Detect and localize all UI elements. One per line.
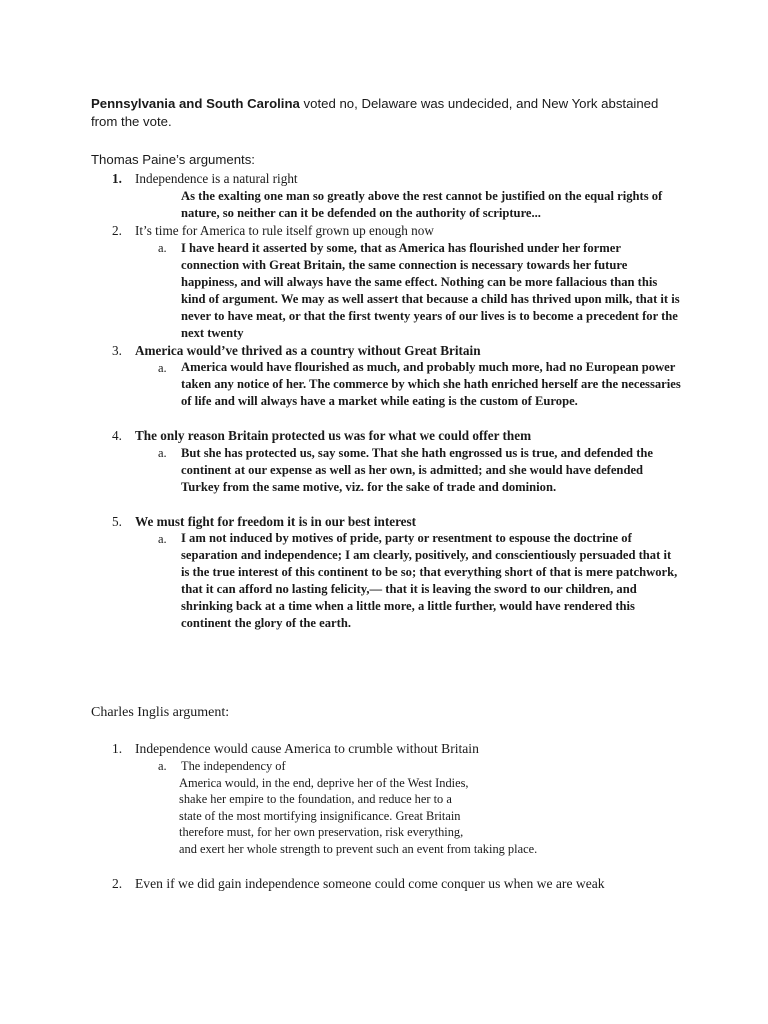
- paine-item-2-number: 2.: [112, 223, 122, 238]
- paine-item-2-letter: a.: [158, 241, 167, 255]
- inglis-item-1-quote: [181, 758, 611, 858]
- inglis-item-1-text: Independence would cause America to crumble without Britain: [135, 741, 479, 756]
- paine-item-1-text: Independence is a natural right: [135, 171, 298, 186]
- paine-item-2-quote: I have heard it asserted by some, that as America has flourished under her former connection with Great Britain, the same connection is necessary towards her future happiness, and will always have the same effect. Nothing can be more fallacious than this kind of argument. We may as well assert that because a child has thrived upon milk, that it is never to have meat, or that the first twenty years of our lives is to become a precedent for the next twenty: [181, 241, 680, 340]
- paine-item-1-number: 1.: [112, 171, 122, 186]
- intro-bold-lead: Pennsylvania and South Carolina: [91, 96, 300, 111]
- paine-item-5-letter: a.: [158, 532, 167, 546]
- inglis-quote-line: state of the most mortifying insignificance. Great Britain: [179, 808, 461, 823]
- paine-item-4-quote: But she has protected us, say some. That she hath engrossed us is true, and defended the continent at our expense as well as her own, is admitted; and she would have defended Turkey from the same motive, viz. for the sake of trade and dominion.: [181, 446, 653, 494]
- paine-item-1-quote: As the exalting one man so greatly above the rest cannot be justified on the equal rights of nature, so neither can it be defended on the authority of scripture...: [181, 189, 663, 220]
- inglis-quote-line: therefore must, for her own preservation, risk everything,: [179, 825, 464, 840]
- paine-item-4-letter: a.: [158, 446, 167, 460]
- paine-item-5-quote: I am not induced by motives of pride, party or resentment to espouse the doctrine of separation and independence; I am clearly, positively, and conscientiously persuaded that it is the true interest of this continent to be so; that everything short of that is mere patchwork, that it can afford no lasting felicity,— that it is leaving the sword to our children, and shrinking back at a time when a little more, a little further, would have rendered this continent the glory of the earth.: [181, 531, 678, 630]
- inglis-item-2-number: 2.: [112, 876, 123, 891]
- paine-item-5-number: 5.: [112, 514, 122, 529]
- intro-paragraph: [91, 95, 681, 131]
- paine-item-2-text: It’s time for America to rule itself grown up enough now: [135, 223, 434, 238]
- inglis-quote-line: shake her empire to the foundation, and reduce her to a: [179, 792, 452, 807]
- paine-heading: Thomas Paine’s arguments:: [91, 152, 255, 167]
- inglis-quote-line: America would, in the end, deprive her of the West Indies,: [179, 775, 469, 790]
- paine-item-3-quote: America would have flourished as much, and probably much more, had no European power taken any notice of her. The commerce by which she hath enriched herself are the necessaries of life and will always have a market while eating is the custom of Europe.: [181, 360, 681, 408]
- inglis-heading: Charles Inglis argument:: [91, 705, 230, 720]
- inglis-item-2-text: Even if we did gain independence someone could come conquer us when we are weak: [135, 876, 605, 891]
- paine-item-5-text: We must fight for freedom it is in our best interest: [135, 514, 417, 529]
- paine-item-3-text: America would’ve thrived as a country without Great Britain: [135, 343, 481, 358]
- paine-item-3-number: 3.: [112, 343, 122, 358]
- inglis-quote-line: The independency of: [181, 759, 286, 773]
- inglis-item-1-number: 1.: [112, 741, 123, 756]
- inglis-quote-line: and exert her whole strength to prevent such an event from taking place.: [179, 841, 538, 856]
- inglis-item-1-letter: a.: [158, 759, 167, 773]
- intro-rest: voted no, Delaware was undecided, and New York abstained from the vote.: [91, 96, 659, 129]
- paine-item-4-text: The only reason Britain protected us was for what we could offer them: [135, 428, 532, 443]
- paine-item-4-number: 4.: [112, 428, 122, 443]
- paine-item-3-letter: a.: [158, 361, 167, 375]
